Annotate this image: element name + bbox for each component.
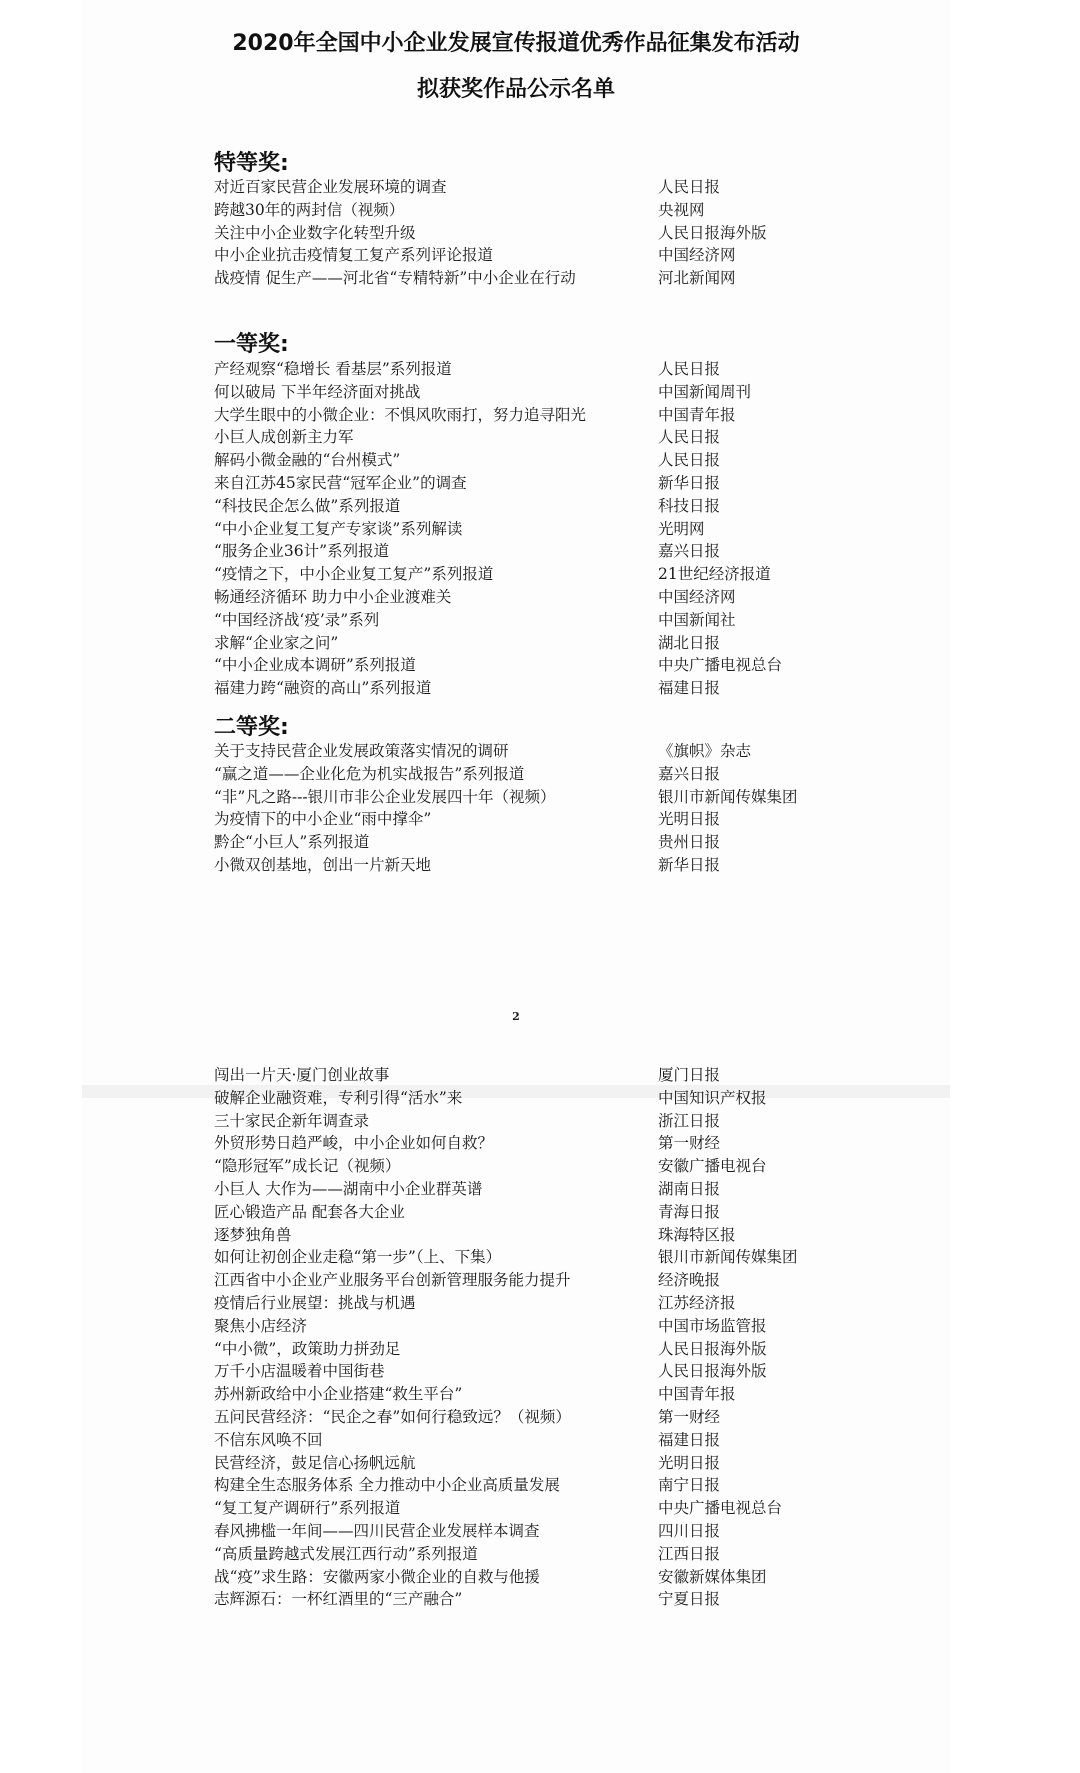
award-entry-row	[214, 1292, 934, 1315]
document-subtitle: 拟获奖作品公示名单	[416, 77, 615, 102]
award-entry-row	[214, 518, 934, 541]
entry-outlet: 江苏经济报	[658, 1293, 736, 1312]
entry-outlet: 光明日报	[658, 810, 721, 829]
entry-title: 江西省中小企业产业服务平台创新管理服务能力提升	[214, 1271, 571, 1290]
entry-title: “服务企业36计”系列报道	[214, 542, 390, 561]
entry-title: 如何让初创企业走稳“第一步”（上、下集）	[214, 1248, 502, 1267]
entry-outlet: 宁夏日报	[658, 1590, 721, 1609]
entry-title: 志辉源石：一杯红酒里的“三产融合”	[214, 1590, 463, 1609]
document-title: 2020年全国中小企业发展宣传报道优秀作品征集发布活动	[232, 31, 800, 56]
entry-title: “中国经济战‘疫’录”系列	[214, 610, 380, 629]
entry-title: 万千小店温暖着中国街巷	[214, 1362, 385, 1381]
award-entry-row	[214, 609, 934, 632]
entry-title: “中小企业复工复产专家谈”系列解读	[214, 519, 463, 538]
award-entry-row	[214, 404, 934, 427]
award-entry-row	[214, 854, 934, 877]
entry-title: 为疫情下的中小企业“雨中撑伞”	[214, 810, 432, 829]
entry-title: 疫情后行业展望：挑战与机遇	[214, 1293, 416, 1312]
award-entry-row	[214, 808, 934, 831]
entry-outlet: 科技日报	[658, 496, 721, 515]
entry-outlet: 湖北日报	[658, 633, 721, 652]
award-entry-row	[214, 1566, 934, 1589]
entry-title: 外贸形势日趋严峻，中小企业如何自救？	[214, 1134, 494, 1153]
entry-outlet: 人民日报	[658, 451, 721, 470]
special-prize-heading: 特等奖:	[214, 151, 289, 176]
entry-title: 小微双创基地，创出一片新天地	[214, 855, 432, 874]
entry-title: 关于支持民营企业发展政策落实情况的调研	[214, 742, 509, 760]
entry-title: 三十家民企新年调查录	[214, 1111, 370, 1130]
entry-title: 民营经济，鼓足信心扬帆远航	[214, 1453, 416, 1472]
entry-outlet: 福建日报	[658, 679, 721, 698]
award-entry-row	[214, 1338, 934, 1361]
award-entry-row	[214, 1269, 934, 1292]
award-entry-row	[214, 677, 934, 700]
entry-outlet: 嘉兴日报	[658, 542, 721, 561]
entry-title: “疫情之下，中小企业复工复产”系列报道	[214, 565, 494, 584]
award-entry-row	[214, 1110, 934, 1133]
award-entry-row	[214, 1155, 934, 1178]
second-prize-list-continued	[214, 1064, 934, 1611]
entry-title: “中小企业成本调研”系列报道	[214, 656, 416, 675]
award-entry-row	[214, 1406, 934, 1429]
entry-title: 黔企“小巨人”系列报道	[214, 833, 370, 852]
award-entry-row	[214, 1383, 934, 1406]
entry-outlet: 福建日报	[658, 1430, 721, 1449]
entry-title: 跨越30年的两封信（视频）	[214, 200, 405, 219]
entry-outlet: 第一财经	[658, 1407, 721, 1426]
entry-title: 福建力跨“融资的高山”系列报道	[214, 679, 432, 698]
entry-outlet: 人民日报	[658, 178, 721, 196]
award-entry-row	[214, 358, 934, 381]
award-entry-row	[214, 267, 934, 290]
entry-outlet: 人民日报海外版	[658, 1362, 767, 1381]
entry-outlet: 中国经济网	[658, 246, 736, 265]
award-entry-row	[214, 222, 934, 245]
entry-title: “非”凡之路---银川市非公企业发展四十年（视频）	[214, 787, 556, 806]
entry-outlet: 河北新闻网	[658, 269, 736, 288]
first-prize-list	[214, 358, 934, 700]
entry-outlet: 江西日报	[658, 1544, 721, 1563]
entry-outlet: 《旗帜》杂志	[658, 742, 752, 760]
award-entry-row	[214, 381, 934, 404]
award-entry-row	[214, 1543, 934, 1566]
entry-title: 小巨人成创新主力军	[214, 428, 354, 447]
award-entry-row	[214, 540, 934, 563]
entry-outlet: 安徽广播电视台	[658, 1157, 767, 1176]
award-entry-row	[214, 1429, 934, 1452]
entry-title: 何以破局 下半年经济面对挑战	[214, 382, 421, 401]
entry-outlet: 人民日报	[658, 360, 721, 378]
award-entry-row	[214, 1201, 934, 1224]
entry-outlet: 中央广播电视总台	[658, 656, 783, 675]
award-entry-row	[214, 1087, 934, 1110]
entry-outlet: 央视网	[658, 200, 705, 219]
entry-outlet: 人民日报	[658, 428, 721, 447]
page-number: 2	[512, 1010, 520, 1023]
entry-title: 求解“企业家之问”	[214, 633, 339, 652]
award-entry-row	[214, 1360, 934, 1383]
entry-outlet: 第一财经	[658, 1134, 721, 1153]
award-entry-row	[214, 586, 934, 609]
entry-outlet: 贵州日报	[658, 833, 721, 852]
award-entry-row	[214, 1064, 934, 1087]
award-entry-row	[214, 563, 934, 586]
entry-outlet: 人民日报海外版	[658, 223, 767, 242]
entry-outlet: 浙江日报	[658, 1111, 721, 1130]
entry-outlet: 珠海特区报	[658, 1225, 736, 1244]
entry-title: 逐梦独角兽	[214, 1225, 292, 1244]
entry-outlet: 嘉兴日报	[658, 764, 721, 783]
first-prize-heading: 一等奖:	[214, 332, 289, 357]
entry-title: 聚焦小店经济	[214, 1316, 308, 1335]
entry-outlet: 南宁日报	[658, 1476, 721, 1495]
entry-outlet: 四川日报	[658, 1521, 721, 1540]
entry-outlet: 湖南日报	[658, 1179, 721, 1198]
award-entry-row	[214, 763, 934, 786]
entry-title: 苏州新政给中小企业搭建“救生平台”	[214, 1385, 463, 1404]
entry-title: “高质量跨越式发展江西行动”系列报道	[214, 1544, 478, 1563]
second-prize-heading: 二等奖:	[214, 715, 289, 740]
entry-title: 不信东风唤不回	[214, 1430, 323, 1449]
award-entry-row	[214, 1452, 934, 1475]
entry-title: 小巨人 大作为——湖南中小企业群英谱	[214, 1179, 483, 1198]
entry-title: 五问民营经济：“民企之春”如何行稳致远？（视频）	[214, 1407, 571, 1426]
entry-outlet: 银川市新闻传媒集团	[658, 787, 798, 806]
entry-outlet: 新华日报	[658, 473, 721, 492]
entry-outlet: 安徽新媒体集团	[658, 1567, 767, 1586]
entry-title: 解码小微金融的“台州模式”	[214, 451, 401, 470]
second-prize-list	[214, 740, 934, 877]
award-entry-row	[214, 1315, 934, 1338]
entry-title: “赢之道——企业化危为机实战报告”系列报道	[214, 764, 525, 783]
entry-outlet: 新华日报	[658, 855, 721, 874]
entry-outlet: 中国知识产权报	[658, 1088, 767, 1107]
award-entry-row	[214, 1224, 934, 1247]
entry-title: 对近百家民营企业发展环境的调查	[214, 178, 447, 196]
entry-outlet: 人民日报海外版	[658, 1339, 767, 1358]
entry-outlet: 中国市场监管报	[658, 1316, 767, 1335]
entry-title: 匠心锻造产品 配套各大企业	[214, 1202, 405, 1221]
award-entry-row	[214, 449, 934, 472]
award-entry-row	[214, 495, 934, 518]
award-entry-row	[214, 1178, 934, 1201]
entry-outlet: 中国新闻周刊	[658, 382, 752, 401]
entry-title: 来自江苏45家民营“冠军企业”的调查	[214, 473, 467, 492]
special-prize-list	[214, 176, 934, 290]
entry-title: 春风拂槛一年间——四川民营企业发展样本调查	[214, 1521, 540, 1540]
award-entry-row	[214, 654, 934, 677]
entry-title: 畅通经济循环 助力中小企业渡难关	[214, 587, 452, 606]
award-entry-row	[214, 1497, 934, 1520]
document-page-2	[82, 1066, 950, 1773]
award-entry-row	[214, 831, 934, 854]
entry-title: 中小企业抗击疫情复工复产系列评论报道	[214, 246, 494, 265]
award-entry-row	[214, 199, 934, 222]
entry-title: 关注中小企业数字化转型升级	[214, 223, 416, 242]
entry-outlet: 经济晚报	[658, 1271, 721, 1290]
entry-outlet: 青海日报	[658, 1202, 721, 1221]
award-entry-row	[214, 1246, 934, 1269]
award-entry-row	[214, 632, 934, 655]
entry-title: 战“疫”求生路：安徽两家小微企业的自救与他援	[214, 1567, 540, 1586]
award-entry-row	[214, 426, 934, 449]
entry-title: 破解企业融资难，专利引得“活水”来	[214, 1088, 463, 1107]
entry-title: “中小微”，政策助力拼劲足	[214, 1339, 401, 1358]
award-entry-row	[214, 740, 934, 763]
entry-title: 战疫情 促生产——河北省“专精特新”中小企业在行动	[214, 269, 576, 288]
entry-outlet: 银川市新闻传媒集团	[658, 1248, 798, 1267]
entry-outlet: 光明日报	[658, 1453, 721, 1472]
entry-outlet: 中国经济网	[658, 587, 736, 606]
entry-title: “科技民企怎么做”系列报道	[214, 496, 401, 515]
entry-outlet: 中国青年报	[658, 405, 736, 424]
entry-outlet: 光明网	[658, 519, 705, 538]
award-entry-row	[214, 176, 934, 199]
document-page-1	[82, 0, 950, 1085]
entry-outlet: 21世纪经济报道	[658, 565, 771, 584]
award-entry-row	[214, 1132, 934, 1155]
award-entry-row	[214, 472, 934, 495]
entry-outlet: 中国青年报	[658, 1385, 736, 1404]
award-entry-row	[214, 1588, 934, 1611]
entry-outlet: 中国新闻社	[658, 610, 736, 629]
entry-title: 闯出一片天·厦门创业故事	[214, 1066, 390, 1084]
entry-title: 构建全生态服务体系 全力推动中小企业高质量发展	[214, 1476, 560, 1495]
entry-outlet: 厦门日报	[658, 1066, 721, 1084]
entry-title: 产经观察“稳增长 看基层”系列报道	[214, 360, 452, 378]
entry-title: “隐形冠军”成长记（视频）	[214, 1157, 401, 1176]
award-entry-row	[214, 1520, 934, 1543]
award-entry-row	[214, 1474, 934, 1497]
entry-title: “复工复产调研行”系列报道	[214, 1499, 401, 1518]
entry-outlet: 中央广播电视总台	[658, 1499, 783, 1518]
award-entry-row	[214, 786, 934, 809]
entry-title: 大学生眼中的小微企业：不惧风吹雨打，努力追寻阳光	[214, 405, 587, 424]
award-entry-row	[214, 244, 934, 267]
